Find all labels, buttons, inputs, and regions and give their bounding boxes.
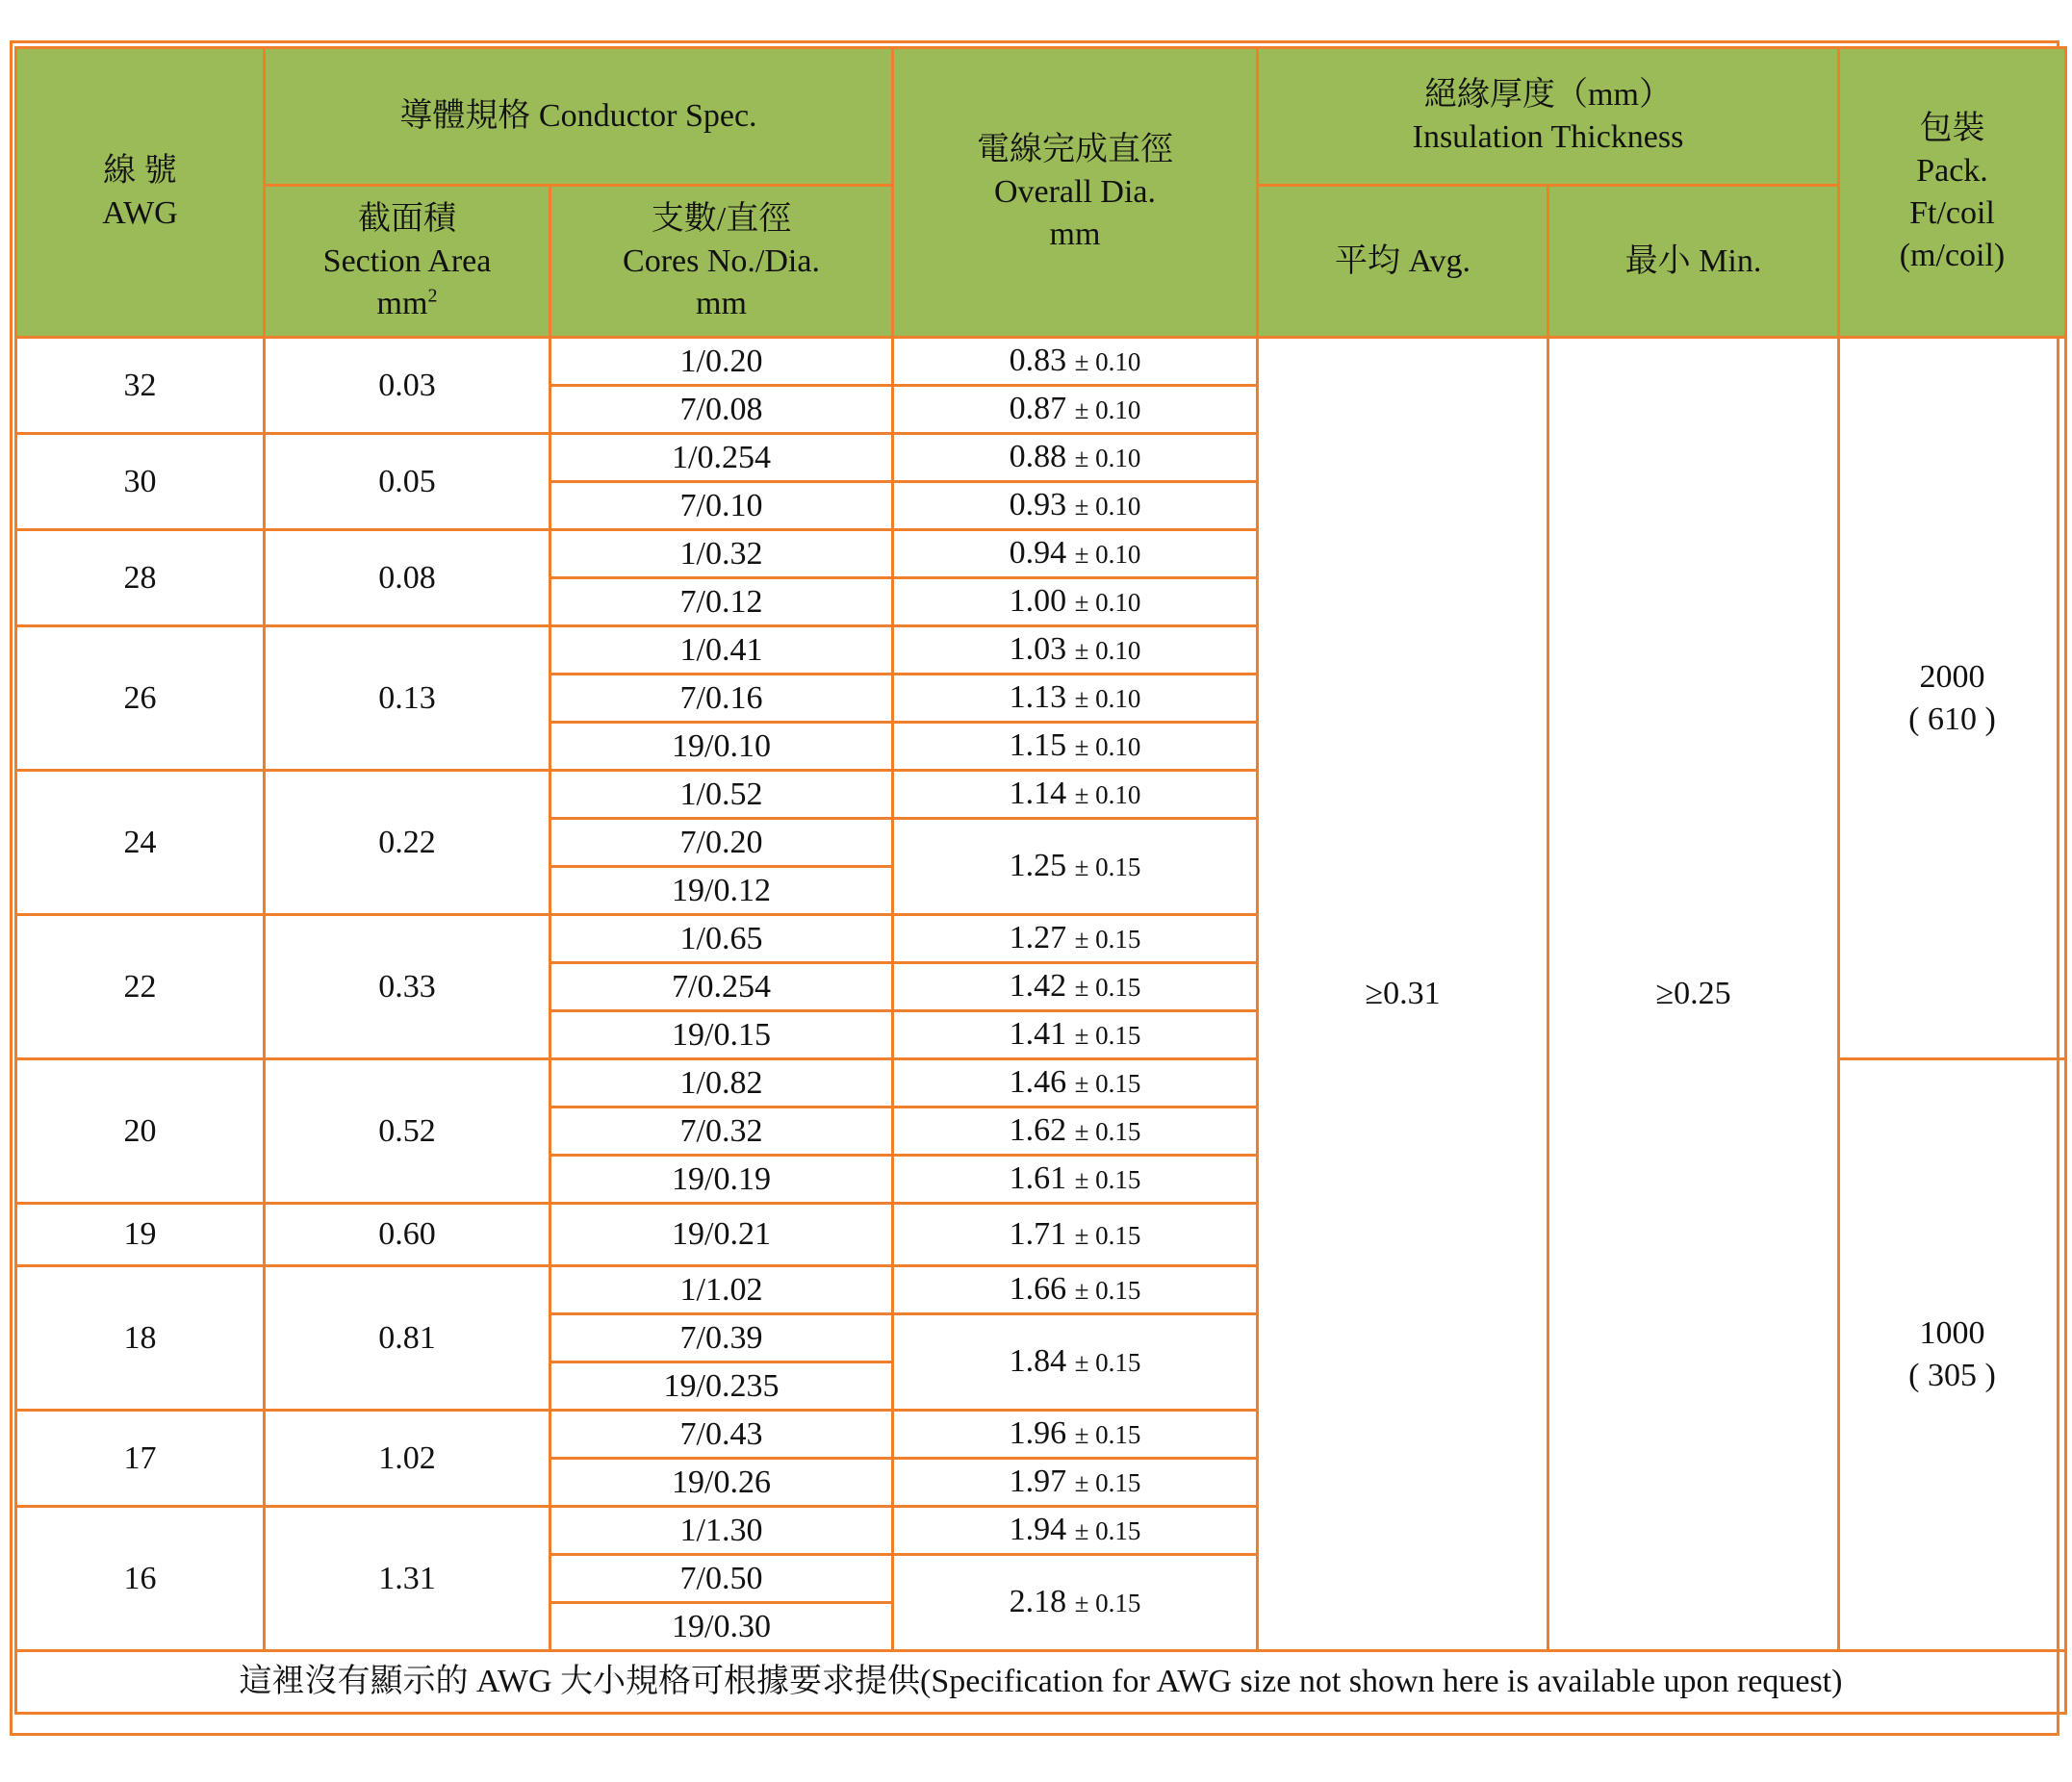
header-section-area (265, 186, 550, 338)
section-area-cell: 0.13 (265, 626, 550, 771)
cores-cell: 1/0.254 (550, 434, 893, 482)
header-insulation-avg: 平均 Avg. (1258, 186, 1548, 338)
cores-cell: 1/1.30 (550, 1507, 893, 1555)
awg-cell: 20 (16, 1059, 265, 1204)
dia-value: 0.87 (1009, 391, 1067, 426)
dia-value: 0.88 (1009, 439, 1067, 474)
dia-tolerance: ± 0.15 (1074, 1420, 1141, 1449)
overall-dia-cell (893, 434, 1258, 482)
dia-value: 2.18 (1009, 1584, 1067, 1619)
table-body (16, 338, 2066, 1651)
dia-tolerance: ± 0.15 (1074, 1468, 1141, 1497)
dia-tolerance: ± 0.15 (1074, 1516, 1141, 1545)
cores-cell: 19/0.235 (550, 1362, 893, 1411)
awg-cell: 32 (16, 338, 265, 434)
dia-tolerance: ± 0.10 (1074, 636, 1141, 665)
header-conductor-spec: 導體規格 Conductor Spec. (265, 48, 893, 186)
awg-spec-table (14, 46, 2067, 1715)
table-row (16, 338, 2066, 386)
header-cores-unit: mm (696, 285, 747, 321)
header-pack-zh: 包裝 (1919, 111, 1985, 146)
header-overall-dia (893, 48, 1258, 338)
header-cores (550, 186, 893, 338)
dia-tolerance: ± 0.10 (1074, 347, 1141, 376)
header-overall-en: Overall Dia. (993, 174, 1157, 210)
awg-cell: 16 (16, 1507, 265, 1651)
overall-dia-cell (893, 626, 1258, 675)
dia-tolerance: ± 0.15 (1074, 1165, 1141, 1194)
section-area-cell: 0.60 (265, 1204, 550, 1266)
overall-dia-cell (893, 771, 1258, 819)
header-overall-zh: 電線完成直徑 (977, 132, 1173, 167)
header-pack-en: Pack. (1916, 153, 1988, 189)
dia-value: 1.94 (1009, 1512, 1067, 1547)
overall-dia-cell (893, 1411, 1258, 1459)
header-overall-unit: mm (1049, 216, 1101, 252)
dia-tolerance: ± 0.15 (1074, 1117, 1141, 1146)
footnote: 這裡沒有顯示的 AWG 大小規格可根據要求提供(Specification for AWG size not shown here is available upon request) (16, 1651, 2066, 1714)
overall-dia-cell (893, 1507, 1258, 1555)
dia-value: 1.03 (1009, 631, 1067, 667)
dia-tolerance: ± 0.15 (1074, 853, 1141, 881)
overall-dia-cell (893, 723, 1258, 771)
awg-cell: 30 (16, 434, 265, 530)
header-insulation-zh: 絕緣厚度（mm） (1424, 77, 1672, 113)
dia-value: 1.42 (1009, 968, 1067, 1004)
dia-tolerance: ± 0.15 (1074, 973, 1141, 1002)
section-area-cell: 0.03 (265, 338, 550, 434)
cores-cell: 19/0.26 (550, 1459, 893, 1507)
header-pack-unit1: Ft/coil (1909, 195, 1995, 231)
dia-value: 1.27 (1009, 920, 1067, 955)
header-pack (1839, 48, 2066, 338)
dia-value: 1.00 (1009, 583, 1067, 619)
pack-ft: 1000 (1919, 1315, 1985, 1351)
awg-cell: 18 (16, 1266, 265, 1411)
dia-tolerance: ± 0.15 (1074, 1589, 1141, 1617)
cores-cell: 7/0.10 (550, 482, 893, 530)
insulation-min-cell: ≥0.25 (1548, 338, 1839, 1651)
overall-dia-cell (893, 1107, 1258, 1156)
cores-cell: 7/0.254 (550, 963, 893, 1011)
dia-tolerance: ± 0.15 (1074, 925, 1141, 954)
dia-tolerance: ± 0.15 (1074, 1021, 1141, 1050)
dia-value: 1.15 (1009, 727, 1067, 763)
section-area-cell: 1.31 (265, 1507, 550, 1651)
dia-tolerance: ± 0.10 (1074, 395, 1141, 424)
dia-value: 1.62 (1009, 1112, 1067, 1148)
dia-value: 1.41 (1009, 1016, 1067, 1052)
cores-cell: 7/0.08 (550, 386, 893, 434)
header-awg-zh: 線 號 (103, 153, 177, 189)
header-section-unit: $mm^2$ (376, 285, 438, 321)
cores-cell: 7/0.39 (550, 1314, 893, 1362)
section-area-cell: 0.08 (265, 530, 550, 626)
cores-cell: 7/0.16 (550, 675, 893, 723)
overall-dia-cell (893, 915, 1258, 963)
cores-cell: 1/0.41 (550, 626, 893, 675)
awg-cell: 19 (16, 1204, 265, 1266)
cores-cell: 7/0.43 (550, 1411, 893, 1459)
overall-dia-cell (893, 1059, 1258, 1107)
overall-dia-cell (893, 386, 1258, 434)
dia-value: 1.13 (1009, 679, 1067, 715)
overall-dia-cell (893, 1555, 1258, 1651)
cores-cell: 1/1.02 (550, 1266, 893, 1314)
cores-cell: 7/0.32 (550, 1107, 893, 1156)
header-cores-en: Cores No./Dia. (623, 242, 820, 279)
cores-cell: 19/0.15 (550, 1011, 893, 1059)
header-awg (16, 48, 265, 338)
awg-cell: 22 (16, 915, 265, 1059)
header-insulation-en: Insulation Thickness (1412, 119, 1684, 155)
cores-cell: 19/0.30 (550, 1603, 893, 1651)
dia-tolerance: ± 0.10 (1074, 444, 1141, 472)
dia-tolerance: ± 0.10 (1074, 588, 1141, 617)
awg-cell: 28 (16, 530, 265, 626)
dia-value: 1.97 (1009, 1464, 1067, 1499)
cores-cell: 1/0.20 (550, 338, 893, 386)
header-insulation (1258, 48, 1839, 186)
cores-cell: 1/0.82 (550, 1059, 893, 1107)
awg-cell: 24 (16, 771, 265, 915)
dia-tolerance: ± 0.15 (1074, 1220, 1141, 1250)
dia-tolerance: ± 0.10 (1074, 732, 1141, 761)
overall-dia-cell (893, 675, 1258, 723)
cores-cell: 1/0.65 (550, 915, 893, 963)
pack-m: ( 610 ) (1908, 700, 1996, 737)
dia-value: 0.83 (1009, 343, 1067, 378)
section-area-cell: 0.33 (265, 915, 550, 1059)
section-area-cell: 0.05 (265, 434, 550, 530)
awg-cell: 26 (16, 626, 265, 771)
header-pack-unit2: (m/coil) (1899, 238, 2006, 273)
cores-cell: 19/0.21 (550, 1204, 893, 1266)
dia-value: 1.71 (1009, 1215, 1067, 1252)
dia-tolerance: ± 0.15 (1074, 1069, 1141, 1098)
header-awg-en: AWG (102, 195, 178, 231)
header-section-en: Section Area (322, 242, 492, 279)
dia-tolerance: ± 0.15 (1074, 1348, 1141, 1377)
header-section-zh: 截面積 (358, 200, 456, 237)
dia-value: 1.96 (1009, 1415, 1067, 1451)
overall-dia-cell (893, 1156, 1258, 1204)
cores-cell: 19/0.19 (550, 1156, 893, 1204)
cores-cell: 1/0.32 (550, 530, 893, 578)
section-area-cell: 1.02 (265, 1411, 550, 1507)
dia-value: 1.84 (1009, 1343, 1067, 1379)
dia-value: 1.66 (1009, 1271, 1067, 1307)
overall-dia-cell (893, 963, 1258, 1011)
overall-dia-cell (893, 530, 1258, 578)
header-insulation-min: 最小 Min. (1548, 186, 1839, 338)
dia-tolerance: ± 0.10 (1074, 780, 1141, 809)
overall-dia-cell (893, 578, 1258, 626)
cores-cell: 19/0.12 (550, 867, 893, 915)
dia-value: 1.25 (1009, 848, 1067, 883)
section-area-cell: 0.81 (265, 1266, 550, 1411)
dia-value: 0.94 (1009, 535, 1067, 571)
overall-dia-cell (893, 1011, 1258, 1059)
cores-cell: 7/0.12 (550, 578, 893, 626)
awg-cell: 17 (16, 1411, 265, 1507)
cores-cell: 19/0.10 (550, 723, 893, 771)
dia-tolerance: ± 0.10 (1074, 492, 1141, 521)
pack-cell (1839, 1059, 2066, 1651)
pack-cell (1839, 338, 2066, 1059)
dia-tolerance: ± 0.10 (1074, 684, 1141, 713)
section-area-cell: 0.22 (265, 771, 550, 915)
pack-ft: 2000 (1919, 658, 1985, 695)
overall-dia-cell (893, 1266, 1258, 1314)
overall-dia-cell (893, 1204, 1258, 1266)
header-cores-zh: 支數/直徑 (651, 200, 792, 237)
dia-value: 0.93 (1009, 487, 1067, 522)
cores-cell: 1/0.52 (550, 771, 893, 819)
overall-dia-cell (893, 819, 1258, 915)
overall-dia-cell (893, 482, 1258, 530)
dia-value: 1.46 (1009, 1064, 1067, 1100)
dia-value: 1.61 (1009, 1160, 1067, 1196)
dia-value: 1.14 (1009, 776, 1067, 811)
pack-m: ( 305 ) (1908, 1358, 1996, 1393)
dia-tolerance: ± 0.15 (1074, 1276, 1141, 1305)
cores-cell: 7/0.20 (550, 819, 893, 867)
section-area-cell: 0.52 (265, 1059, 550, 1204)
cores-cell: 7/0.50 (550, 1555, 893, 1603)
overall-dia-cell (893, 338, 1258, 386)
overall-dia-cell (893, 1459, 1258, 1507)
dia-tolerance: ± 0.10 (1074, 540, 1141, 569)
insulation-avg-cell: ≥0.31 (1258, 338, 1548, 1651)
overall-dia-cell (893, 1314, 1258, 1411)
